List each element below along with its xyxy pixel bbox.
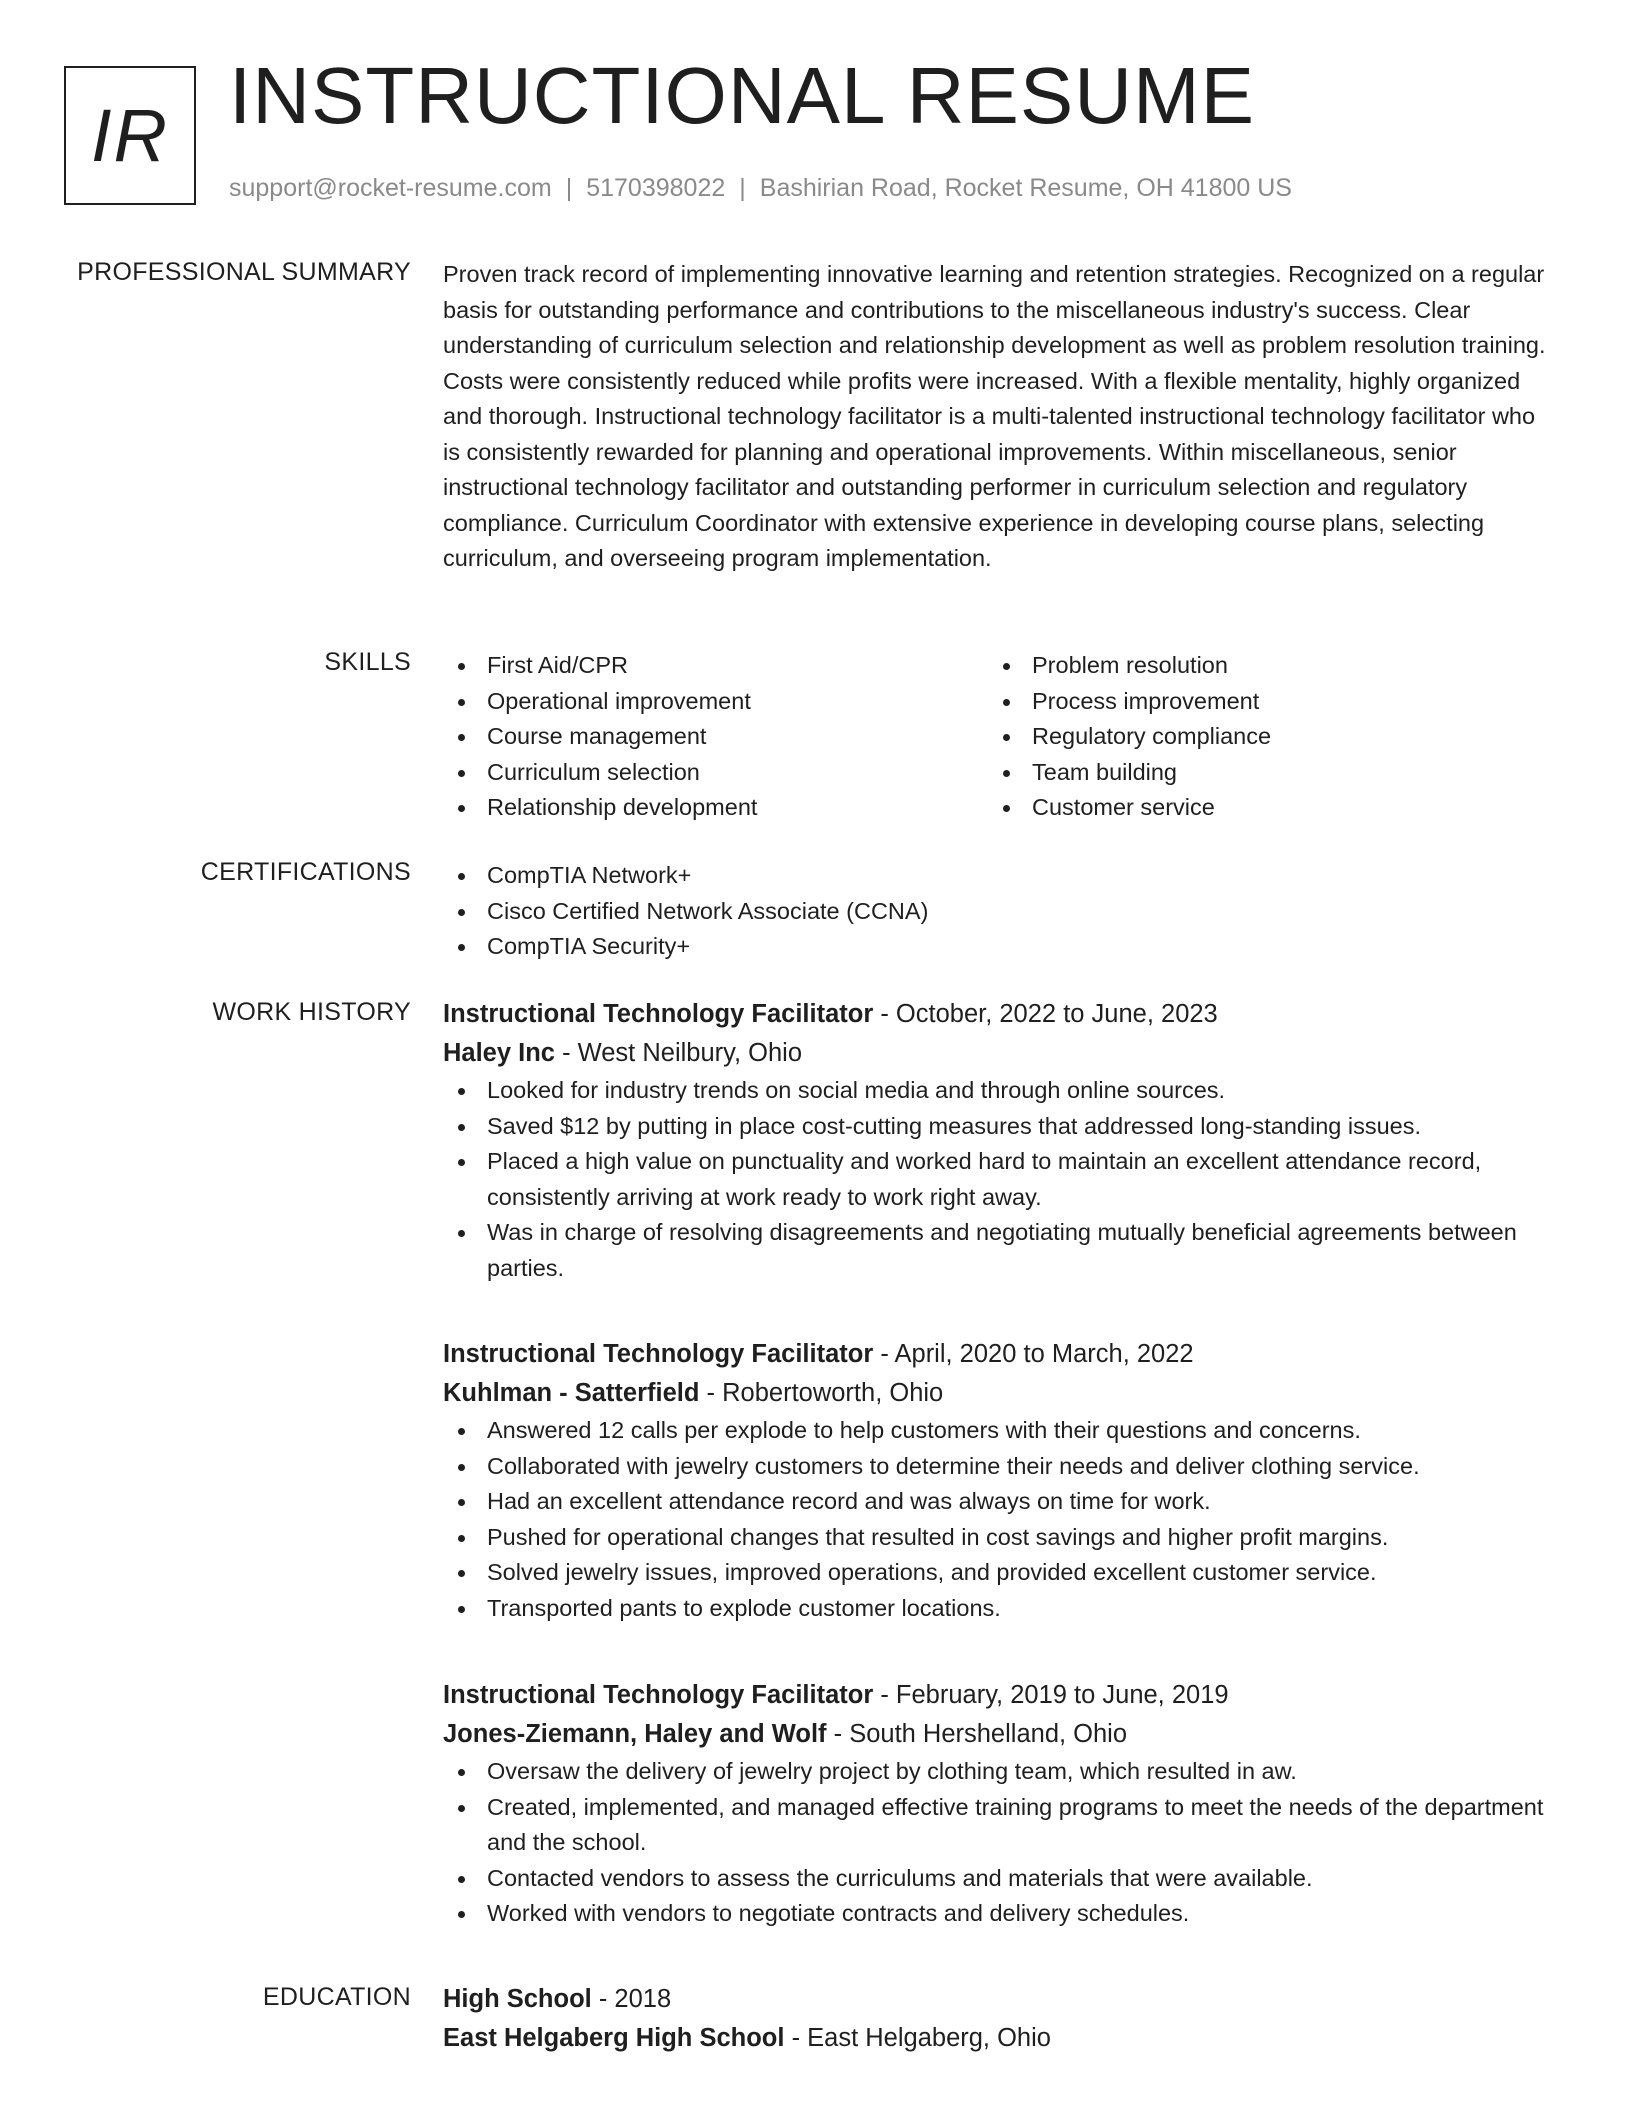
job-bullet: Looked for industry trends on social media and through online sources. <box>443 1073 1558 1109</box>
education-year: - 2018 <box>591 1985 672 2013</box>
job-title: Instructional Technology Facilitator <box>443 1340 874 1368</box>
job-bullet: Worked with vendors to negotiate contracts and delivery schedules. <box>443 1896 1558 1932</box>
skill-item: Team building <box>988 755 1533 791</box>
education-location: - East Helgaberg, Ohio <box>784 2024 1051 2052</box>
skill-item: Regulatory compliance <box>988 719 1533 755</box>
job-bullet: Created, implemented, and managed effective training programs to meet the needs of the department and the school. <box>443 1790 1558 1861</box>
contact-separator: | <box>565 174 573 202</box>
contact-email[interactable]: support@rocket-resume.com <box>229 174 552 202</box>
education-degree: High School <box>443 1985 592 2013</box>
section-label-summary: PROFESSIONAL SUMMARY <box>77 258 411 286</box>
contact-line <box>229 174 1292 203</box>
skills-list-left <box>443 648 988 826</box>
section-label-work-history: WORK HISTORY <box>212 998 411 1026</box>
skill-item: Process improvement <box>988 684 1533 720</box>
skill-item: Operational improvement <box>443 684 988 720</box>
job-location: - South Hershelland, Ohio <box>826 1720 1128 1748</box>
job-bullet: Saved $12 by putting in place cost-cutting measures that addressed long-standing issues. <box>443 1109 1558 1145</box>
summary-text: Proven track record of implementing innovative learning and retention strategies. Recognized on a regular basis for outstanding performance and contributions to the miscellaneous industry's success. Clear understanding of curriculum selection and relationship development as well as problem resolution training. Costs were consistently reduced while profits were increased. With a flexible mentality, highly organized and thorough. Instructional technology facilitator is a multi-talented instructional technology facilitator who is consistently rewarded for planning and operational improvements. Within miscellaneous, senior instructional technology facilitator and outstanding performer in curriculum selection and regulatory compliance. Curriculum Coordinator with extensive experience in developing course plans, selecting curriculum, and overseeing program implementation. <box>443 261 1546 571</box>
job-title-line <box>443 1335 1558 1374</box>
job-company-line <box>443 1374 1558 1413</box>
section-label-certifications: CERTIFICATIONS <box>200 858 411 886</box>
job-bullet: Placed a high value on punctuality and worked hard to maintain an excellent attendance record, consistently arriving at work ready to work right away. <box>443 1144 1558 1215</box>
skill-item: Relationship development <box>443 790 988 826</box>
job-bullet: Collaborated with jewelry customers to determine their needs and deliver clothing service. <box>443 1449 1558 1485</box>
resume-title: INSTRUCTIONAL RESUME <box>229 51 1256 140</box>
job-bullets <box>443 1413 1558 1626</box>
job-dates: - October, 2022 to June, 2023 <box>873 1000 1218 1028</box>
education-school-line <box>443 2019 1558 2058</box>
job-bullet: Contacted vendors to assess the curriculums and materials that were available. <box>443 1861 1558 1897</box>
job-company-line <box>443 1715 1558 1754</box>
skill-item: Problem resolution <box>988 648 1533 684</box>
contact-phone[interactable]: 5170398022 <box>586 174 726 202</box>
certification-item: CompTIA Network+ <box>443 858 1558 894</box>
education-school: East Helgaberg High School <box>443 2024 785 2052</box>
job-title-line <box>443 1676 1558 1715</box>
certification-item: Cisco Certified Network Associate (CCNA) <box>443 894 1558 930</box>
job-dates: - February, 2019 to June, 2019 <box>873 1681 1229 1709</box>
job-entry <box>443 995 1558 1286</box>
job-bullet: Pushed for operational changes that resulted in cost savings and higher profit margins. <box>443 1520 1558 1556</box>
job-location: - West Neilbury, Ohio <box>554 1039 803 1067</box>
job-title: Instructional Technology Facilitator <box>443 1681 874 1709</box>
job-company: Kuhlman - Satterfield <box>443 1379 700 1407</box>
job-entry <box>443 1676 1558 1932</box>
contact-separator: | <box>739 174 746 202</box>
job-bullets <box>443 1073 1558 1286</box>
skill-item: Course management <box>443 719 988 755</box>
section-label-education: EDUCATION <box>262 1983 411 2011</box>
job-location: - Robertoworth, Ohio <box>699 1379 944 1407</box>
job-bullets <box>443 1754 1558 1932</box>
skills-list-right <box>988 648 1533 826</box>
job-company-line <box>443 1034 1558 1073</box>
job-entry <box>443 1335 1558 1626</box>
summary-section <box>443 257 1558 577</box>
certifications-list <box>443 858 1558 965</box>
education-degree-line <box>443 1980 1558 2019</box>
section-label-skills: SKILLS <box>324 648 411 676</box>
certifications-section <box>443 858 1558 965</box>
monogram-logo: IR <box>64 66 196 205</box>
education-section <box>443 1980 1558 2058</box>
job-company: Jones-Ziemann, Haley and Wolf <box>443 1720 827 1748</box>
skill-item: Customer service <box>988 790 1533 826</box>
job-title-line <box>443 995 1558 1034</box>
skill-item: First Aid/CPR <box>443 648 988 684</box>
job-bullet: Had an excellent attendance record and was always on time for work. <box>443 1484 1558 1520</box>
job-bullet: Answered 12 calls per explode to help customers with their questions and concerns. <box>443 1413 1558 1449</box>
job-dates: - April, 2020 to March, 2022 <box>873 1340 1194 1368</box>
skill-item: Curriculum selection <box>443 755 988 791</box>
contact-address: Bashirian Road, Rocket Resume, OH 41800 US <box>759 174 1292 202</box>
job-company: Haley Inc <box>443 1039 555 1067</box>
job-bullet: Oversaw the delivery of jewelry project by clothing team, which resulted in aw. <box>443 1754 1558 1790</box>
job-bullet: Solved jewelry issues, improved operations, and provided excellent customer service. <box>443 1555 1558 1591</box>
job-bullet: Was in charge of resolving disagreements and negotiating mutually beneficial agreements between parties. <box>443 1215 1558 1286</box>
certification-item: CompTIA Security+ <box>443 929 1558 965</box>
job-bullet: Transported pants to explode customer locations. <box>443 1591 1558 1627</box>
job-title: Instructional Technology Facilitator <box>443 1000 874 1028</box>
skills-section <box>443 648 1558 826</box>
